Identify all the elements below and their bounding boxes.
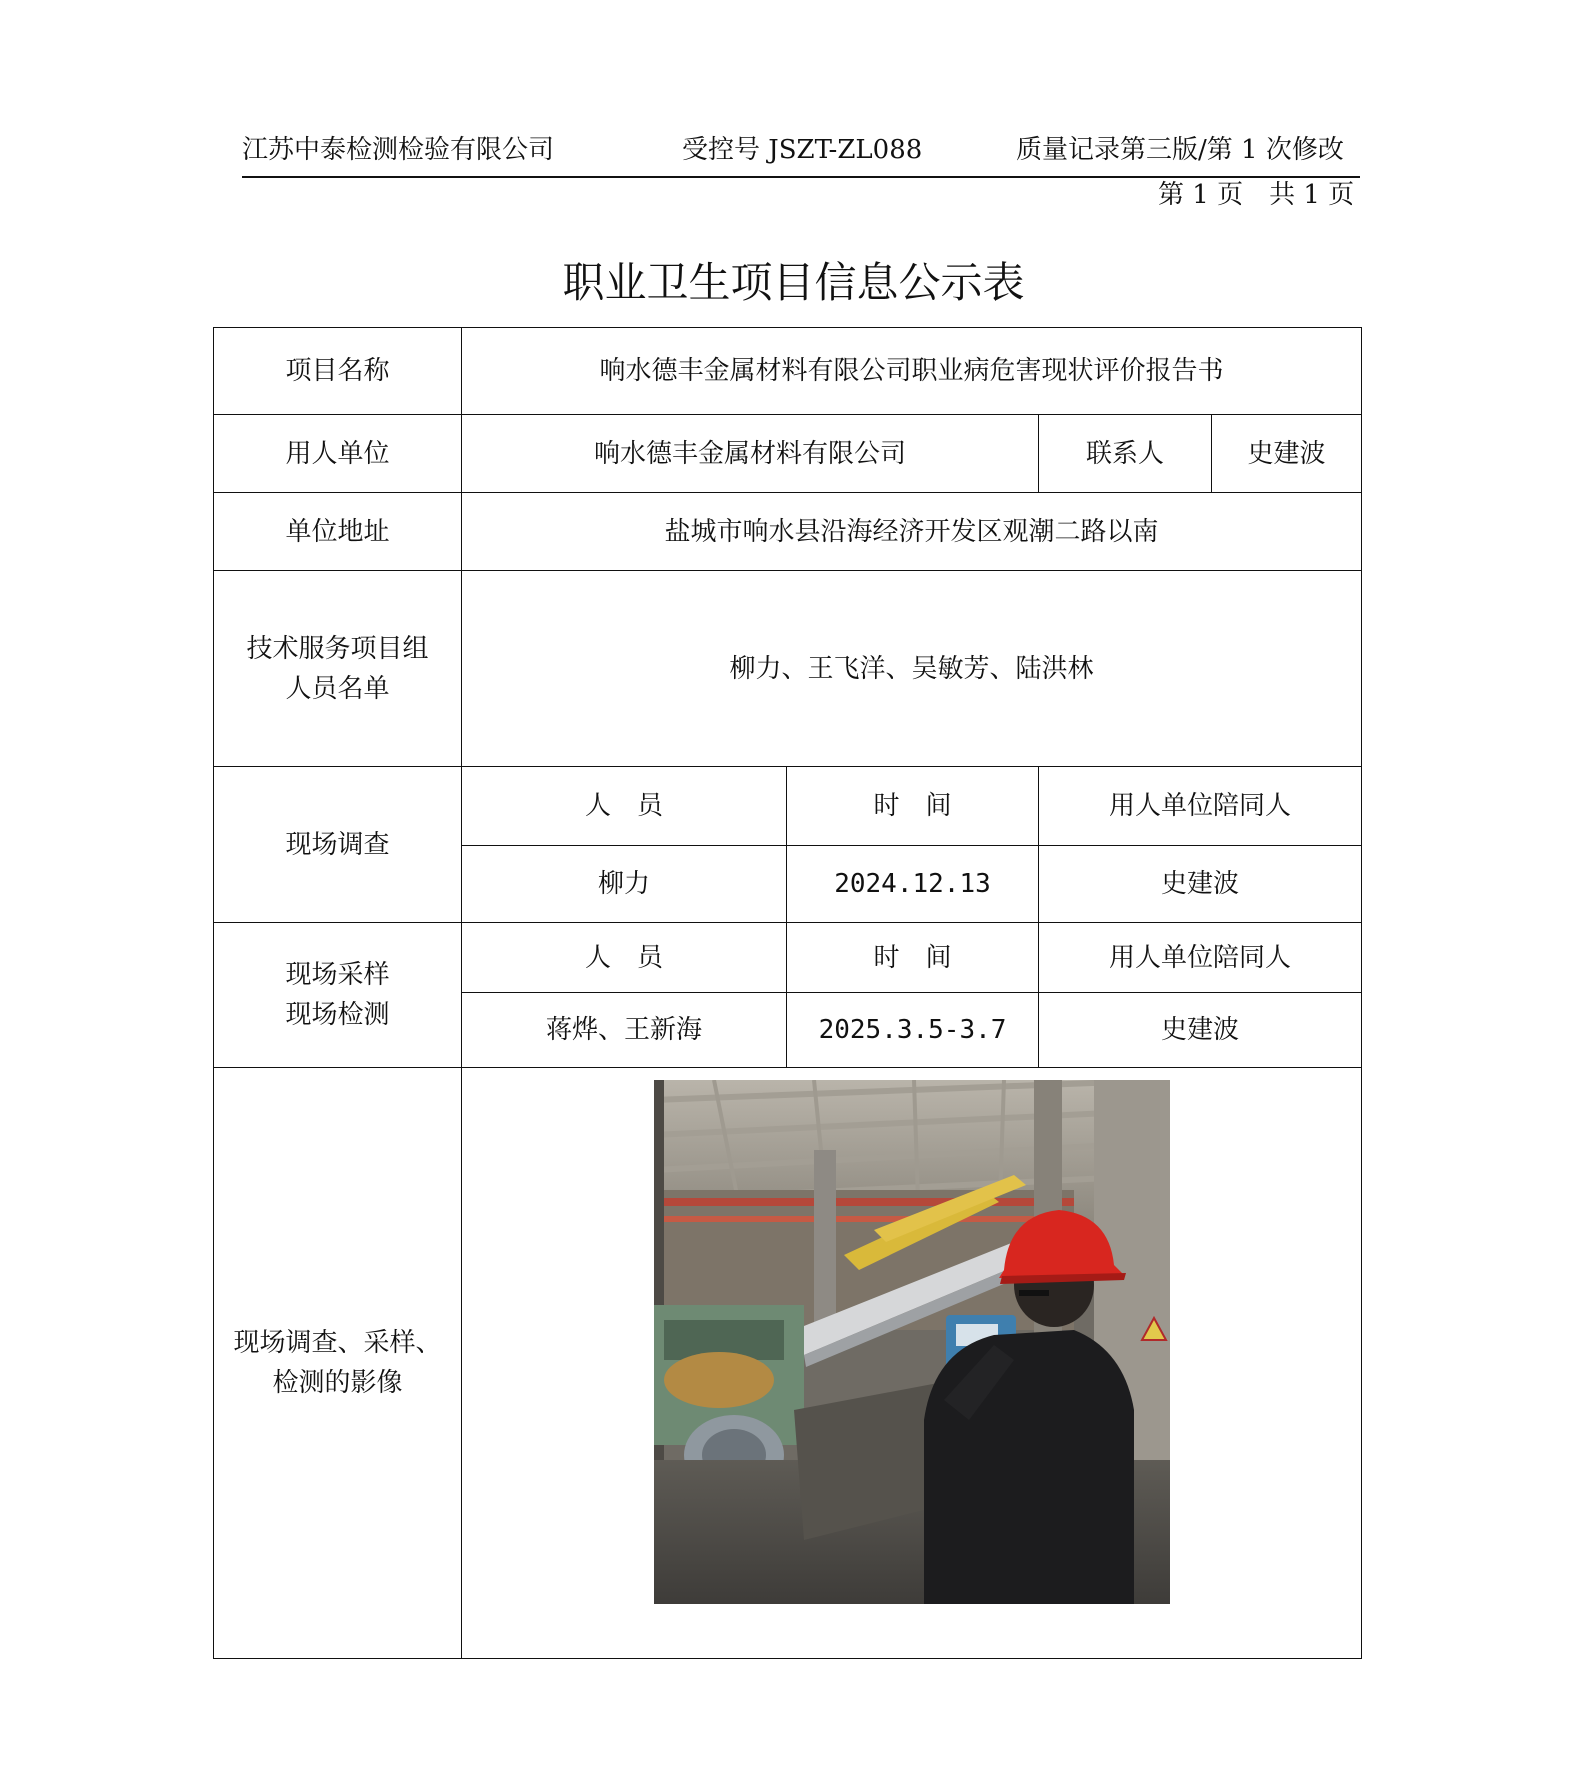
info-table (213, 327, 1362, 1659)
row-image (214, 1068, 1362, 1659)
document-title: 职业卫生项目信息公示表 (562, 258, 1025, 307)
survey-col-person: 人 员 (462, 767, 787, 846)
image-label-line2: 检测的影像 (272, 1368, 403, 1398)
employer-label: 用人单位 (214, 415, 462, 493)
sampling-escort: 史建波 (1039, 993, 1362, 1068)
image-label (214, 1068, 462, 1659)
image-cell (462, 1068, 1362, 1659)
page-info: 第 1 页 共 1 页 (1158, 180, 1355, 210)
image-label-line1: 现场调查、采样、 (233, 1328, 442, 1358)
project-name-label: 项目名称 (214, 328, 462, 415)
header-edition: 质量记录第三版/第 1 次修改 (1016, 135, 1344, 165)
survey-time: 2024.12.13 (787, 846, 1039, 923)
header-rule (242, 176, 1360, 178)
header-company: 江苏中泰检测检验有限公司 (242, 135, 555, 165)
sampling-label (214, 923, 462, 1068)
photo-container (462, 1068, 1361, 1656)
survey-person: 柳力 (462, 846, 787, 923)
row-team (214, 571, 1362, 767)
sampling-time: 2025.3.5-3.7 (787, 993, 1039, 1068)
employer-value: 响水德丰金属材料有限公司 (462, 415, 1039, 493)
survey-col-escort: 用人单位陪同人 (1039, 767, 1362, 846)
contact-label: 联系人 (1039, 415, 1212, 493)
sampling-label-line2: 现场检测 (285, 1000, 390, 1030)
row-survey-header (214, 767, 1362, 846)
row-project-name (214, 328, 1362, 415)
team-label-line2: 人员名单 (285, 673, 390, 704)
sampling-col-time: 时 间 (787, 923, 1039, 993)
contact-value: 史建波 (1212, 415, 1362, 493)
survey-escort: 史建波 (1039, 846, 1362, 923)
row-employer (214, 415, 1362, 493)
sampling-col-escort: 用人单位陪同人 (1039, 923, 1362, 993)
project-name-value: 响水德丰金属材料有限公司职业病危害现状评价报告书 (462, 328, 1362, 415)
header-control-number: 受控号 JSZT-ZL088 (682, 135, 923, 165)
sampling-col-person: 人 员 (462, 923, 787, 993)
address-label: 单位地址 (214, 493, 462, 571)
team-label (214, 571, 462, 767)
address-value: 盐城市响水县沿海经济开发区观潮二路以南 (462, 493, 1362, 571)
row-sampling-header (214, 923, 1362, 993)
site-photo-illustration (654, 1080, 1170, 1604)
site-photo (654, 1080, 1170, 1604)
team-label-line1: 技术服务项目组 (246, 633, 429, 664)
row-address (214, 493, 1362, 571)
sampling-person: 蒋烨、王新海 (462, 993, 787, 1068)
team-value: 柳力、王飞洋、吴敏芳、陆洪林 (462, 571, 1362, 767)
survey-label: 现场调查 (214, 767, 462, 923)
sampling-label-line1: 现场采样 (285, 960, 390, 990)
survey-col-time: 时 间 (787, 767, 1039, 846)
